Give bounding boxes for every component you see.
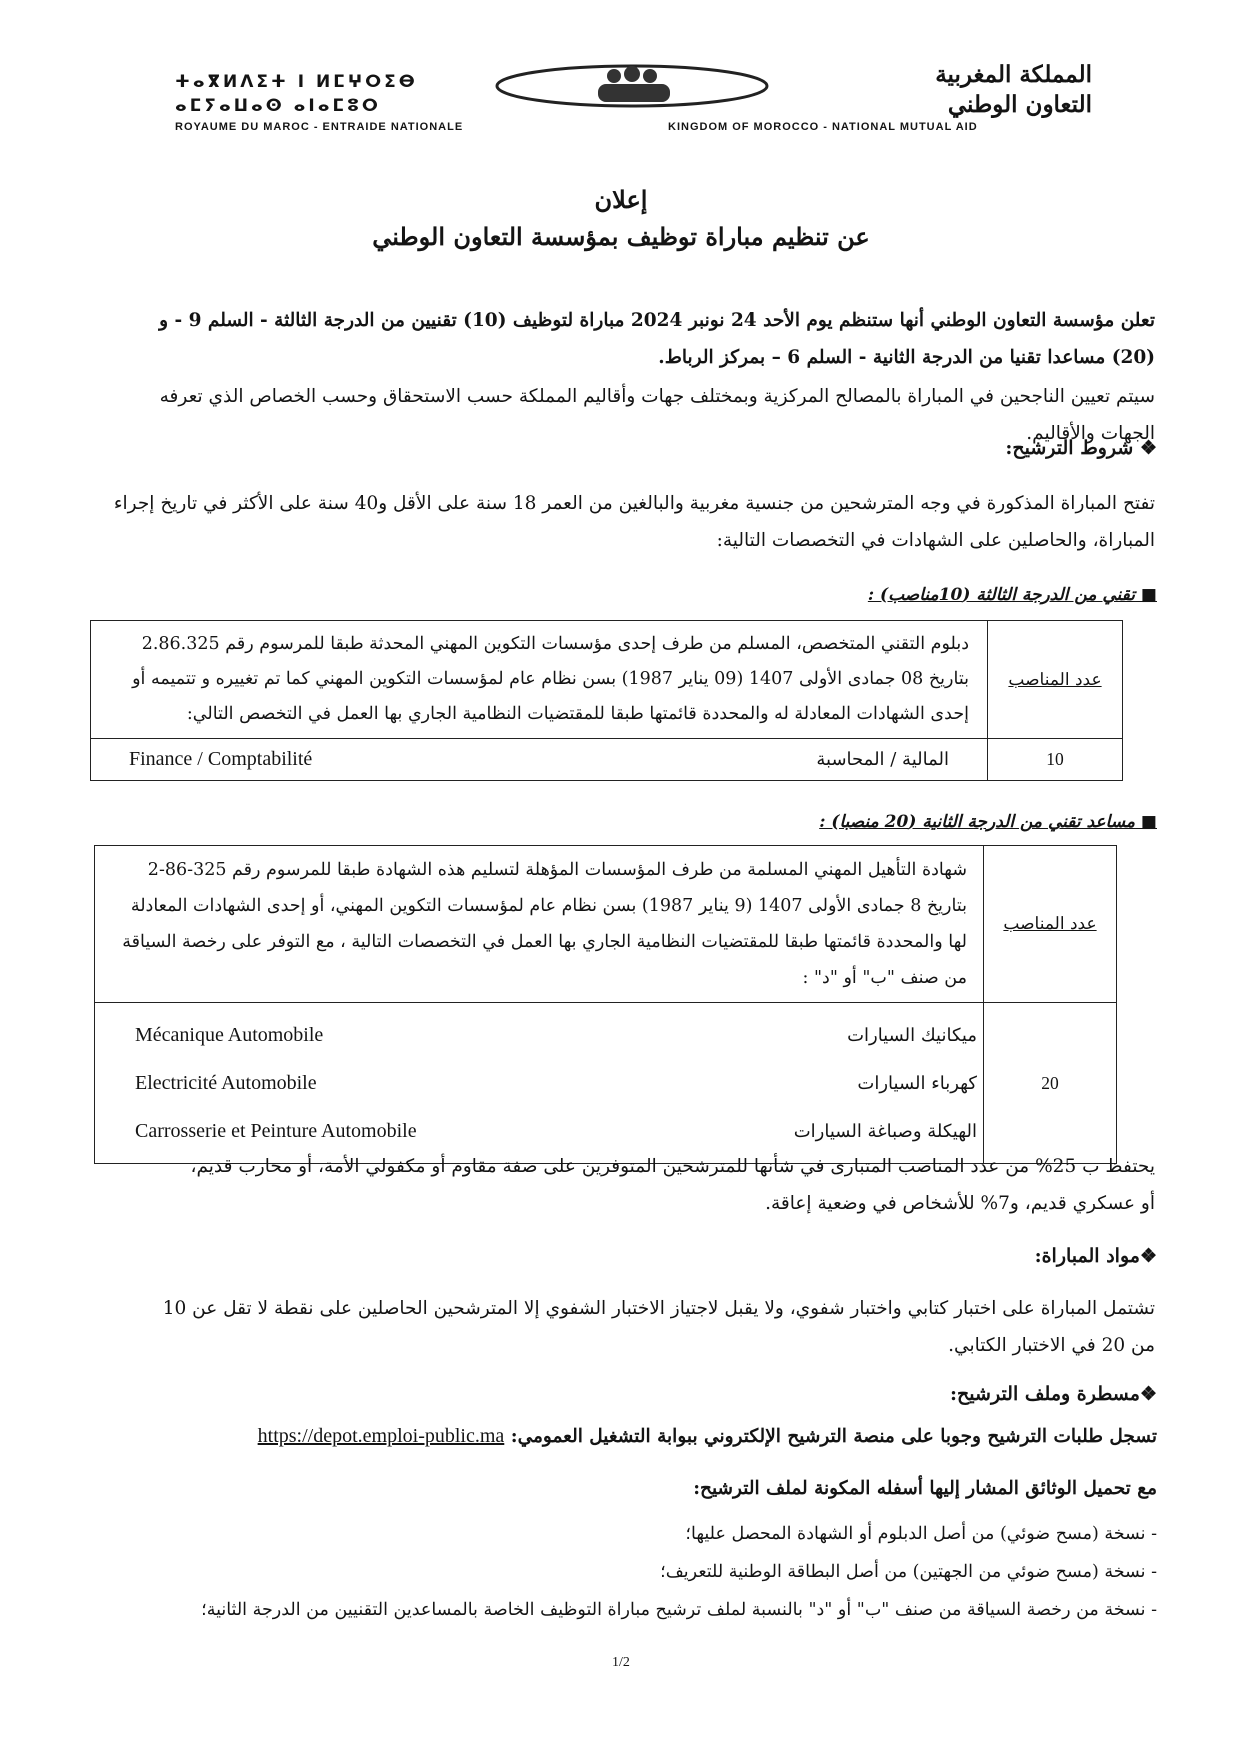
intro-paragraph: تعلن مؤسسة التعاون الوطني أنها ستنظم يوم الأحد 24 نونبر 2024 مباراة لتوظيف (10) تقنيين من الدرجة الثالثة - السلم 9 - و (20) مساعدا تقنيا من الدرجة الثانية - السلم 6 – بمركز الرباط. bbox=[159, 310, 1155, 368]
table1-heading: ■ تقني من الدرجة الثالثة (10مناصب) : bbox=[867, 585, 1157, 605]
entraide-logo bbox=[492, 60, 772, 112]
table2-specialties bbox=[95, 1003, 984, 1164]
specialty-row bbox=[135, 1059, 977, 1107]
portal-link[interactable]: https://depot.emploi-public.ma bbox=[257, 1425, 505, 1447]
table2-count-header: عدد المناصب bbox=[984, 846, 1117, 1003]
portal-line: تسجل طلبات الترشيح وجوبا على منصة الترشيح الإلكتروني ببوابة التشغيل العمومي: https://depot.emploi-public.ma bbox=[257, 1425, 1157, 1447]
table1-count: 10 bbox=[988, 739, 1123, 781]
docs-heading: مع تحميل الوثائق المشار إليها أسفله المكونة لملف الترشيح: bbox=[693, 1478, 1157, 1499]
table1-count-header: عدد المناصب bbox=[988, 621, 1123, 739]
bullet-diamond-icon: ❖ bbox=[1139, 1245, 1157, 1267]
procedure-heading: ❖مسطرة وملف الترشيح: bbox=[950, 1383, 1157, 1405]
specialty-ar: ميكانيك السيارات bbox=[847, 1024, 977, 1046]
reserved-quota-text: يحتفظ ب 25% من عدد المناصب المتبارى في شأنها للمترشحين المتوفرين على صفة مقاوم أو مكفولي الأمة، أو محارب قديم، أو عسكري قديم، و7% للأشخاص في وضعية إعاقة. bbox=[190, 1156, 1155, 1214]
conditions-heading: ❖ شروط الترشيح: bbox=[1005, 437, 1157, 459]
specialty-fr: Carrosserie et Peinture Automobile bbox=[135, 1119, 417, 1142]
tifinagh-name: ⵜⴰⴳⵍⴷⵉⵜ ⵏ ⵍⵎⵖⵔⵉⴱ ⴰⵎⵢⴰⵡⴰⵙ ⴰⵏⴰⵎⵓⵔ bbox=[175, 72, 418, 116]
subjects-text: تشتمل المباراة على اختبار كتابي واختبار شفوي، ولا يقبل لاجتياز الاختبار الشفوي إلا المترشحين الحاصلين على نقطة لا تقل عن 10 من 20 في الاختبار الكتابي. bbox=[162, 1298, 1155, 1356]
table1-description: دبلوم التقني المتخصص، المسلم من طرف إحدى مؤسسات التكوين المهني المحدثة طبقا للمرسوم رقم 2.86.325 بتاريخ 08 جمادى الأولى 1407 (09 يناير 1987) بسن نظام عام لمؤسسات التكوين المهني كما تم تغييره و تتميمه أو إحدى الشهادات المعادلة له والمحددة قائمتها طبقا للمقتضيات النظامية الجاري بها العمل في التخصص التالي: bbox=[91, 621, 988, 739]
specialty-ar: الهيكلة وصباغة السيارات bbox=[793, 1120, 977, 1142]
subjects-heading: ❖مواد المباراة: bbox=[1034, 1245, 1157, 1267]
table1-specialty-row bbox=[91, 739, 988, 781]
specialty-fr: Electricité Automobile bbox=[135, 1071, 317, 1094]
specialty-row bbox=[135, 1011, 977, 1059]
right-caption: KINGDOM OF MOROCCO - NATIONAL MUTUAL AID bbox=[668, 121, 978, 133]
bullet-diamond-icon: ❖ bbox=[1139, 1383, 1157, 1405]
letterhead bbox=[0, 0, 1242, 140]
assignment-paragraph: سيتم تعيين الناجحين في المباراة بالمصالح المركزية وبمختلف جهات وأقاليم المملكة حسب الاستحقاق وحسب الخصاص الذي تعرفه الجهات والأقاليم. bbox=[159, 386, 1155, 444]
table2-count: 20 bbox=[984, 1003, 1117, 1164]
specialty-fr: Finance / Comptabilité bbox=[129, 748, 313, 770]
bullet-diamond-icon: ❖ bbox=[1133, 437, 1157, 459]
page-number: 1/2 bbox=[612, 1655, 630, 1670]
announcement-subtitle: عن تنظيم مباراة توظيف بمؤسسة التعاون الوطني bbox=[372, 222, 870, 251]
table2-heading: ■ مساعد تقني من الدرجة الثانية (20 منصبا) : bbox=[819, 812, 1157, 832]
specialty-ar: المالية / المحاسبة bbox=[816, 749, 949, 770]
table-assistant-grade2 bbox=[94, 845, 1117, 1164]
conditions-text: تفتح المباراة المذكورة في وجه المترشحين من جنسية مغربية والبالغين من العمر 18 سنة على الأقل و40 سنة على الأكثر في تاريخ إجراء المباراة، والحاصلين على الشهادات في التخصصات التالية: bbox=[113, 493, 1155, 551]
announcement-title: إعلان bbox=[594, 185, 648, 214]
specialty-ar: كهرباء السيارات bbox=[857, 1072, 977, 1094]
left-caption: ROYAUME DU MAROC - ENTRAIDE NATIONALE bbox=[175, 121, 464, 133]
bullet-square-icon: ■ bbox=[1135, 812, 1157, 832]
specialty-fr: Mécanique Automobile bbox=[135, 1023, 324, 1046]
arabic-institution-name: المملكة المغربية التعاون الوطني bbox=[935, 61, 1092, 118]
list-item: - نسخة من رخصة السياقة من صنف "ب" أو "د" بالنسبة لملف ترشيح مباراة التوظيف الخاصة بالمساعدين التقنيين من الدرجة الثانية؛ bbox=[201, 1600, 1157, 1620]
bullet-square-icon: ■ bbox=[1135, 585, 1157, 605]
documents-list bbox=[201, 1515, 1157, 1629]
table2-description: شهادة التأهيل المهني المسلمة من طرف المؤسسات المؤهلة لتسليم هذه الشهادة طبقا للمرسوم رقم 325-86-2 بتاريخ 8 جمادى الأولى 1407 (9 يناير 1987) بسن نظام عام لمؤسسات التكوين المهني، أو إحدى الشهادات المعادلة لها والمحددة قائمتها طبقا للمقتضيات النظامية الجاري بها العمل في التخصصات التالية ، مع التوفر على رخصة السياقة من صنف "ب" أو "د" : bbox=[95, 846, 984, 1003]
list-item: - نسخة (مسح ضوئي) من أصل الدبلوم أو الشهادة المحصل عليها؛ bbox=[685, 1524, 1157, 1544]
list-item: - نسخة (مسح ضوئي من الجهتين) من أصل البطاقة الوطنية للتعريف؛ bbox=[660, 1562, 1157, 1582]
table-technician-grade3 bbox=[90, 620, 1123, 781]
